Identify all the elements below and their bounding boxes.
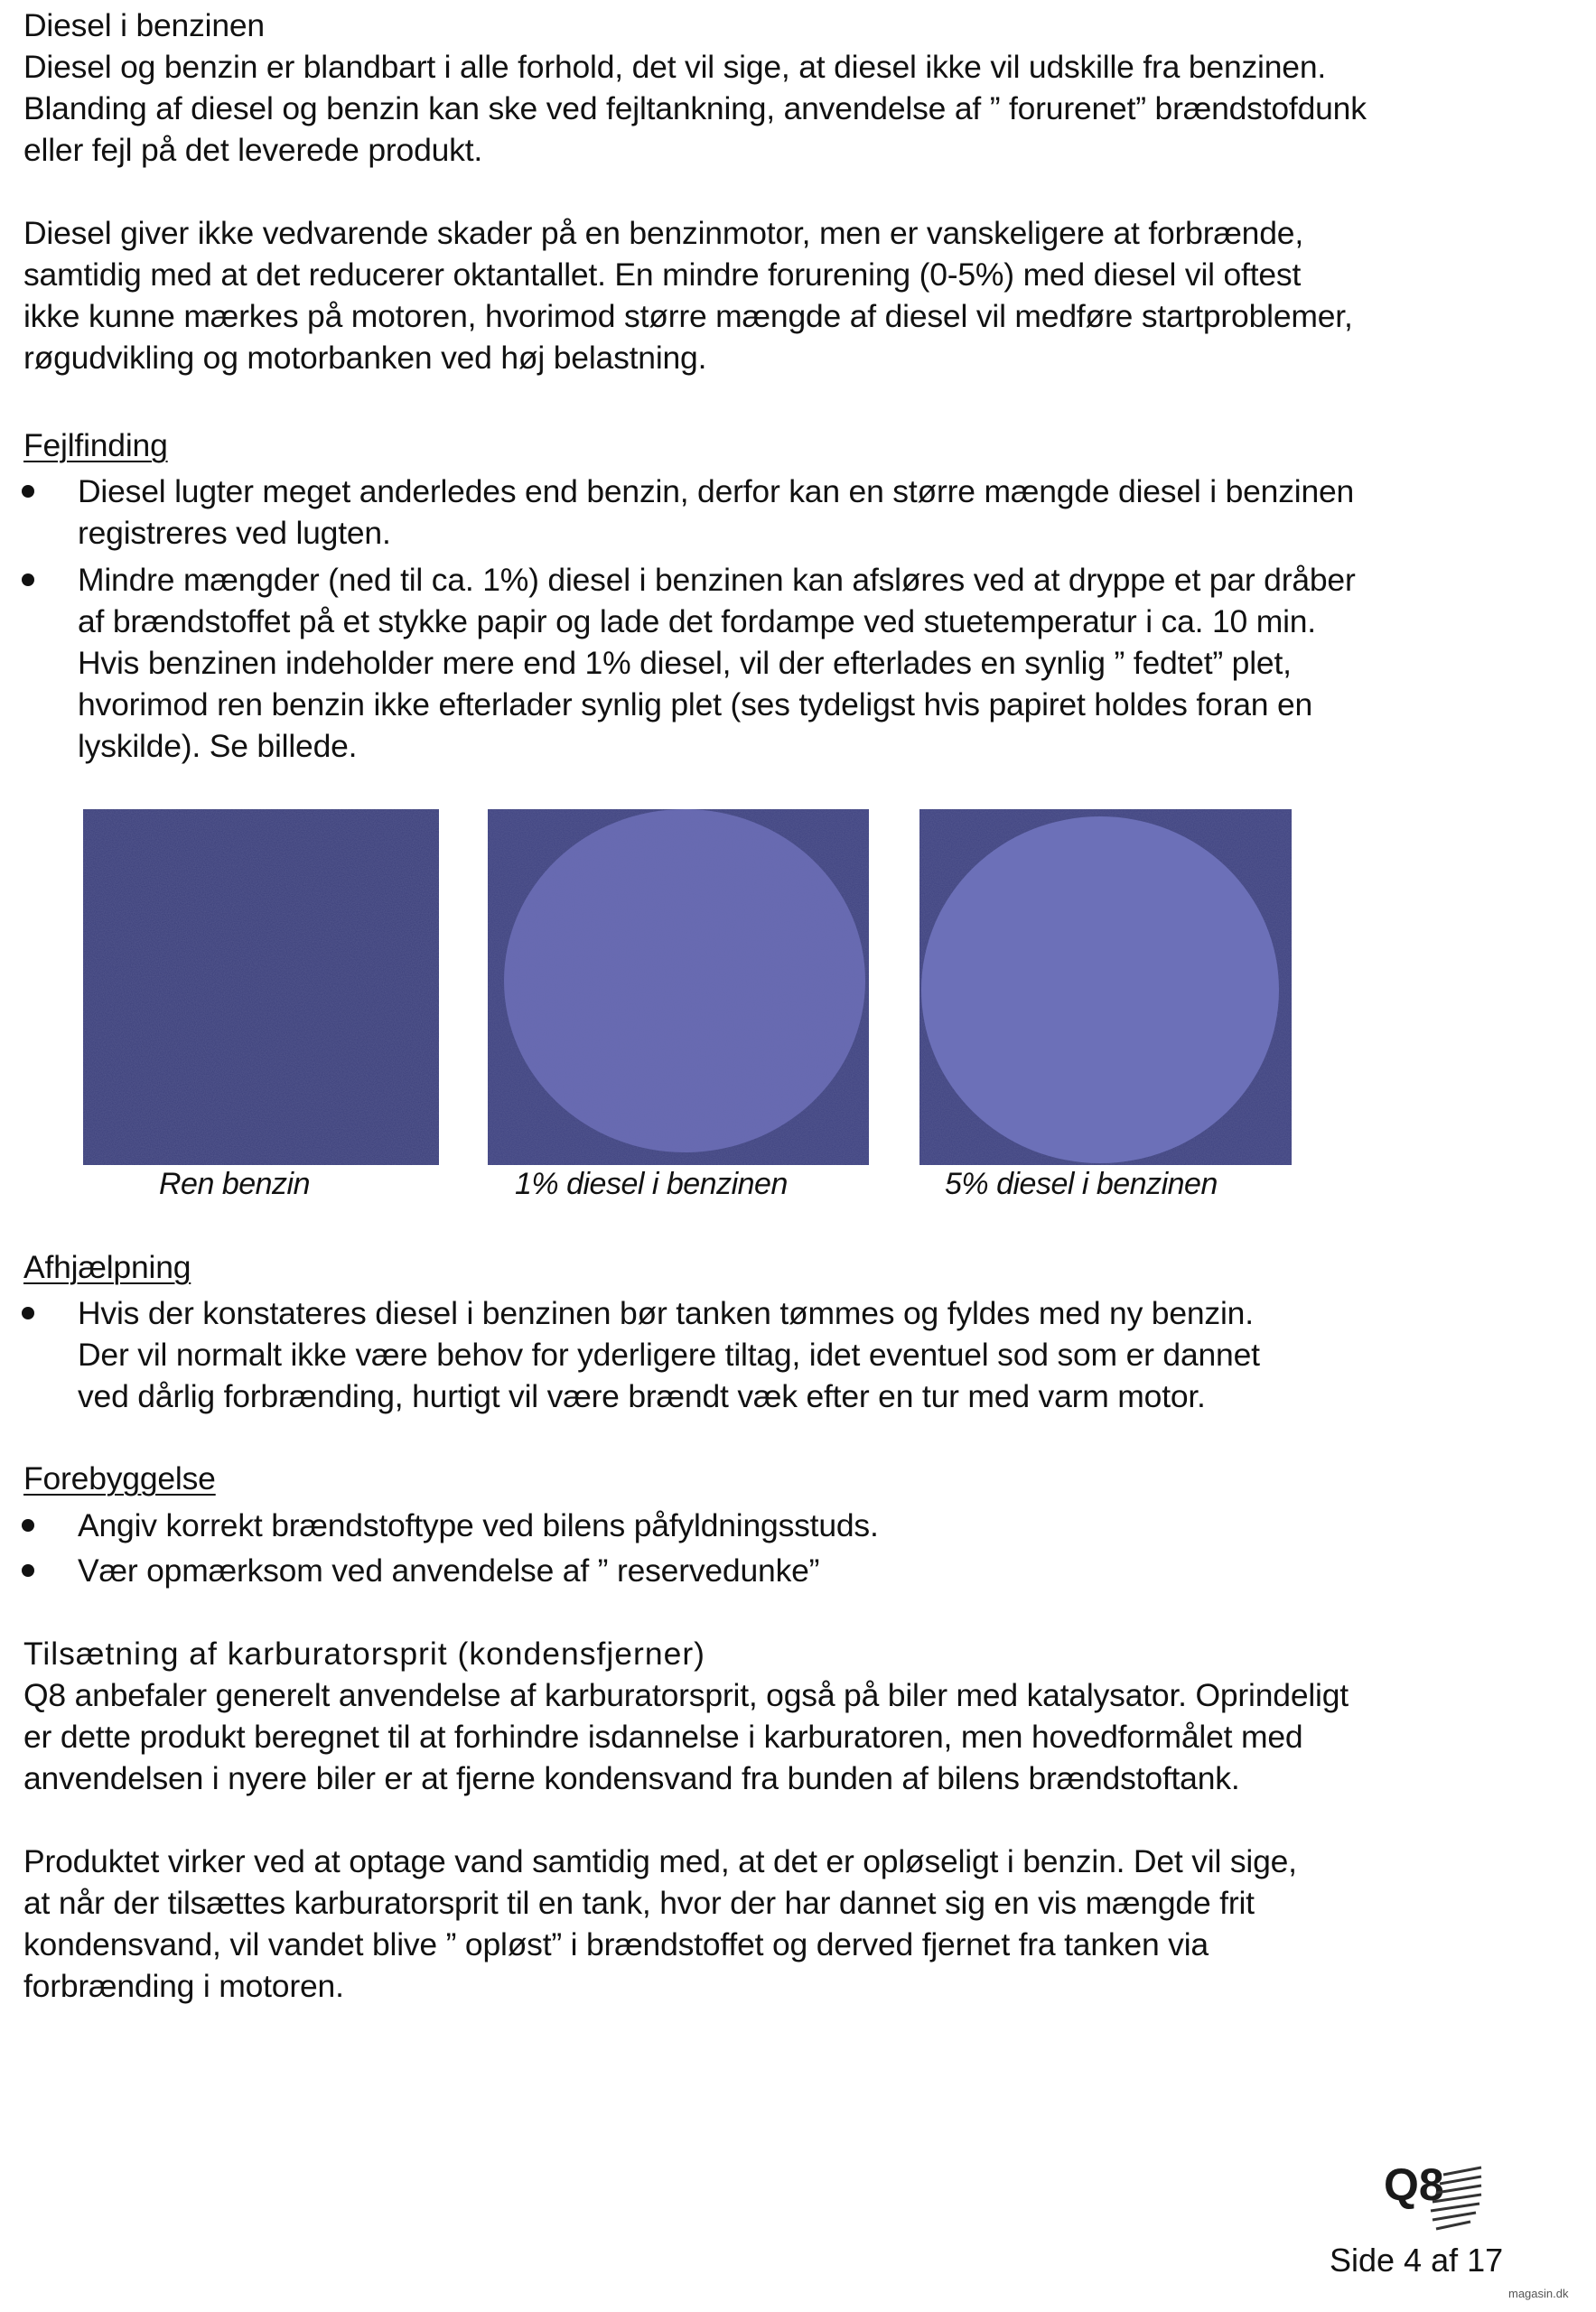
caption-5-percent: 5% diesel i benzinen (945, 1167, 1218, 1201)
paragraph-line: forbrænding i motoren. (23, 1968, 344, 2004)
heading-fejlfinding: Fejlfinding (23, 427, 168, 463)
page-number: Side 4 af 17 (1330, 2242, 1504, 2279)
bullet-dot (22, 573, 34, 586)
bullet-line: Hvis benzinen indeholder mere end 1% diesel, vil der efterlades en synlig ” fedtet” plet, (78, 645, 1292, 681)
paragraph-line: Produktet virker ved at optage vand samtidig med, at det er opløseligt i benzin. Det vil sige, (23, 1843, 1297, 1879)
paragraph-line: Diesel og benzin er blandbart i alle forhold, det vil sige, at diesel ikke vil udskille fra benzinen. (23, 49, 1327, 85)
paragraph-line: ikke kunne mærkes på motoren, hvorimod større mængde af diesel vil medføre startproblemer, (23, 298, 1353, 334)
bullet-line: Mindre mængder (ned til ca. 1%) diesel i benzinen kan afsløres ved at dryppe et par dråber (78, 562, 1356, 598)
bullet-dot (22, 1307, 34, 1319)
section-title-diesel: Diesel i benzinen (23, 7, 265, 43)
bullet-line: registreres ved lugten. (78, 515, 391, 551)
watermark: magasin.dk (1508, 2287, 1569, 2300)
paragraph-line: samtidig med at det reducerer oktantallet. En mindre forurening (0-5%) med diesel vil oftest (23, 256, 1302, 293)
bullet-line: Angiv korrekt brændstoftype ved bilens påfyldningsstuds. (78, 1507, 879, 1543)
bullet-line: Diesel lugter meget anderledes end benzin, derfor kan en større mængde diesel i benzinen (78, 473, 1355, 509)
paragraph-line: Blanding af diesel og benzin kan ske ved fejltankning, anvendelse af ” forurenet” brændstofdunk (23, 90, 1367, 126)
bullet-line: Der vil normalt ikke være behov for yderligere tiltag, idet eventuel sod som er dannet (78, 1337, 1260, 1373)
q8-logo (1380, 2148, 1489, 2238)
bullet-line: Hvis der konstateres diesel i benzinen bør tanken tømmes og fyldes med ny benzin. (78, 1295, 1254, 1331)
bullet-line: lyskilde). Se billede. (78, 728, 358, 764)
bullet-line: hvorimod ren benzin ikke efterlader synlig plet (ses tydeligst hvis papiret holdes foran en (78, 686, 1313, 722)
bullet-dot (22, 1519, 34, 1532)
photo-pure-benzin (83, 809, 439, 1165)
paragraph-line: eller fejl på det leverede produkt. (23, 132, 483, 168)
photo-1-percent-diesel (488, 809, 869, 1165)
section-title-karburatorsprit: Tilsætning af karburatorsprit (kondensfjerner) (23, 1636, 705, 1672)
bullet-line: Vær opmærksom ved anvendelse af ” reservedunke” (78, 1552, 820, 1589)
caption-1-percent: 1% diesel i benzinen (515, 1167, 788, 1201)
paragraph-line: kondensvand, vil vandet blive ” opløst” i brændstoffet og derved fjernet fra tanken via (23, 1926, 1209, 1962)
heading-forebyggelse: Forebyggelse (23, 1460, 216, 1496)
caption-pure-benzin: Ren benzin (159, 1167, 311, 1201)
heading-afhjaelpning: Afhjælpning (23, 1249, 191, 1285)
bullet-line: ved dårlig forbrænding, hurtigt vil være brændt væk efter en tur med varm motor. (78, 1378, 1206, 1414)
photo-5-percent-diesel (919, 809, 1292, 1165)
paragraph-line: anvendelsen i nyere biler er at fjerne kondensvand fra bunden af bilens brændstoftank. (23, 1760, 1240, 1796)
bullet-dot (22, 1564, 34, 1577)
paragraph-line: Q8 anbefaler generelt anvendelse af karburatorsprit, også på biler med katalysator. Oprindeligt (23, 1677, 1349, 1713)
svg-text:Q8: Q8 (1384, 2159, 1444, 2210)
paragraph-line: røgudvikling og motorbanken ved høj belastning. (23, 340, 707, 376)
bullet-dot (22, 485, 34, 498)
bullet-line: af brændstoffet på et stykke papir og lade det fordampe ved stuetemperatur i ca. 10 min. (78, 603, 1316, 639)
paragraph-line: er dette produkt beregnet til at forhindre isdannelse i karburatoren, men hovedformålet med (23, 1719, 1303, 1755)
paragraph-line: at når der tilsættes karburatorsprit til en tank, hvor der har dannet sig en vis mængde frit (23, 1885, 1255, 1921)
paragraph-line: Diesel giver ikke vedvarende skader på en benzinmotor, men er vanskeligere at forbrænde, (23, 215, 1303, 251)
